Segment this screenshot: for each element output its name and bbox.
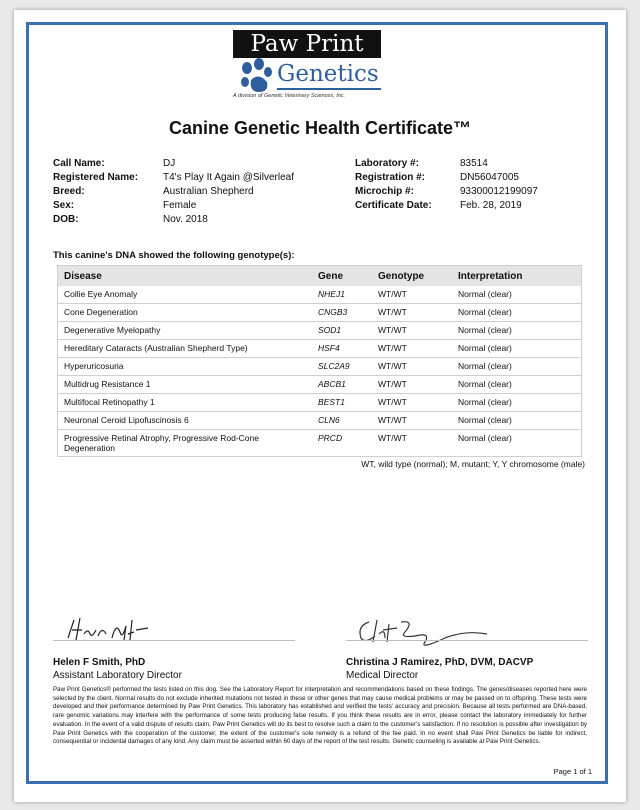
cell-interpretation: Normal (clear) — [452, 376, 582, 394]
cell-genotype: WT/WT — [372, 340, 452, 358]
cell-disease: Hereditary Cataracts (Australian Shepherd Type) — [58, 340, 313, 358]
cell-genotype: WT/WT — [372, 376, 452, 394]
table-header-row — [58, 266, 582, 287]
sex-value: Female — [163, 200, 197, 211]
cell-genotype: WT/WT — [372, 430, 452, 457]
cell-interpretation: Normal (clear) — [452, 340, 582, 358]
registration-number-value: DN56047005 — [460, 172, 519, 183]
table-row — [58, 394, 582, 412]
cell-genotype: WT/WT — [372, 304, 452, 322]
cell-disease: Hyperuricosuria — [58, 358, 313, 376]
table-row — [58, 340, 582, 358]
header-interpretation: Interpretation — [452, 266, 582, 287]
cell-genotype: WT/WT — [372, 322, 452, 340]
table-row — [58, 430, 582, 457]
signature-line-right — [346, 640, 588, 641]
legal-disclaimer: Paw Print Genetics® performed the tests listed on this dog. See the Laboratory Report for interpretation and recommendations based on these findings. The genes/diseases reported here were selected by the client. Normal results do not exclude inherited mutations not tested in these or other genes that may cause medical problems or may be passed on to offspring. These tests were developed and their performance determined by Paw Print Genetics. This laboratory has established and verified the tests' accuracy and precision. Because all tests performed are DNA-based, rare genomic variations may interfere with the performance of some tests producing false results. If you think these results are in error, please contact the laboratory immediately for further evaluation. In the event of a valid dispute of results claim, Paw Print Genetics will do its best to resolve such a claim to the customer's satisfaction. If no resolution is possible after investigation by Paw Print Genetics with the cooperation of the customer, the extent of the customer's sole remedy is a refund of the fee paid. In no event shall Paw Print Genetics be liable for indirect, consequential or incidental damages of any kind. Any claim must be asserted within 60 days of the report of the test results. Genetic counseling is available at Paw Print Genetics. — [53, 686, 587, 746]
cell-disease: Neuronal Ceroid Lipofuscinosis 6 — [58, 412, 313, 430]
cell-gene: CLN6 — [312, 412, 372, 430]
microchip-label: Microchip #: — [355, 186, 414, 197]
cell-gene: SOD1 — [312, 322, 372, 340]
cell-genotype: WT/WT — [372, 394, 452, 412]
certificate-title: Canine Genetic Health Certificate™ — [168, 118, 472, 138]
cell-interpretation: Normal (clear) — [452, 394, 582, 412]
cell-disease: Collie Eye Anomaly — [58, 286, 313, 304]
cell-gene: HSF4 — [312, 340, 372, 358]
genotype-section-heading: This canine's DNA showed the following genotype(s): — [53, 250, 295, 261]
genotype-legend: WT, wild type (normal); M, mutant; Y, Y chromosome (male) — [361, 459, 585, 469]
registration-number-label: Registration #: — [355, 172, 426, 183]
header-gene: Gene — [312, 266, 372, 287]
cell-gene: PRCD — [312, 430, 372, 457]
dob-value: Nov. 2018 — [163, 214, 208, 225]
dob-label: DOB: — [53, 214, 79, 225]
paw-icon — [239, 58, 273, 96]
cell-interpretation: Normal (clear) — [452, 322, 582, 340]
microchip-value: 93300012199097 — [460, 186, 538, 197]
paw-print-genetics-logo — [233, 30, 383, 108]
signer-left-title: Assistant Laboratory Director — [53, 670, 182, 681]
cell-gene: ABCB1 — [312, 376, 372, 394]
cell-gene: BEST1 — [312, 394, 372, 412]
cell-interpretation: Normal (clear) — [452, 304, 582, 322]
genotype-table — [57, 265, 582, 457]
laboratory-number-label: Laboratory #: — [355, 158, 419, 169]
table-row — [58, 358, 582, 376]
certificate-date-value: Feb. 28, 2019 — [460, 200, 522, 211]
signer-left-name: Helen F Smith, PhD — [53, 657, 146, 668]
registered-name-value: T4's Play It Again @Silverleaf — [163, 172, 295, 183]
laboratory-number-value: 83514 — [460, 158, 488, 169]
signer-right-title: Medical Director — [346, 670, 419, 681]
cell-interpretation: Normal (clear) — [452, 412, 582, 430]
call-name-value: DJ — [163, 158, 176, 169]
breed-value: Australian Shepherd — [163, 186, 254, 197]
christina-ramirez-signature — [355, 614, 495, 652]
cell-gene: CNGB3 — [312, 304, 372, 322]
signature-line-left — [53, 640, 295, 641]
call-name-label: Call Name: — [53, 158, 105, 169]
cell-gene: SLC2A9 — [312, 358, 372, 376]
cell-genotype: WT/WT — [372, 412, 452, 430]
sex-label: Sex: — [53, 200, 75, 211]
breed-label: Breed: — [53, 186, 85, 197]
logo-brand-top: Paw Print — [233, 30, 381, 58]
table-row — [58, 304, 582, 322]
cell-disease: Multidrug Resistance 1 — [58, 376, 313, 394]
table-row — [58, 286, 582, 304]
page-number: Page 1 of 1 — [553, 767, 592, 776]
logo-tagline: A division of Genetic Veterinary Sciences, Inc. — [233, 93, 346, 99]
cell-genotype: WT/WT — [372, 286, 452, 304]
cell-genotype: WT/WT — [372, 358, 452, 376]
cell-interpretation: Normal (clear) — [452, 430, 582, 457]
table-row — [58, 322, 582, 340]
cell-interpretation: Normal (clear) — [452, 286, 582, 304]
cell-disease: Degenerative Myelopathy — [58, 322, 313, 340]
header-genotype: Genotype — [372, 266, 452, 287]
signer-right-name: Christina J Ramirez, PhD, DVM, DACVP — [346, 657, 534, 668]
cell-disease: Cone Degeneration — [58, 304, 313, 322]
logo-brand-bottom: Genetics — [277, 61, 379, 87]
table-row — [58, 376, 582, 394]
certificate-date-label: Certificate Date: — [355, 200, 432, 211]
registered-name-label: Registered Name: — [53, 172, 139, 183]
cell-interpretation: Normal (clear) — [452, 358, 582, 376]
logo-underline — [277, 88, 381, 90]
cell-disease: Multifocal Retinopathy 1 — [58, 394, 313, 412]
cell-gene: NHEJ1 — [312, 286, 372, 304]
header-disease: Disease — [58, 266, 313, 287]
table-row — [58, 412, 582, 430]
cell-disease: Progressive Retinal Atrophy, Progressive Rod-Cone Degeneration — [58, 430, 313, 457]
